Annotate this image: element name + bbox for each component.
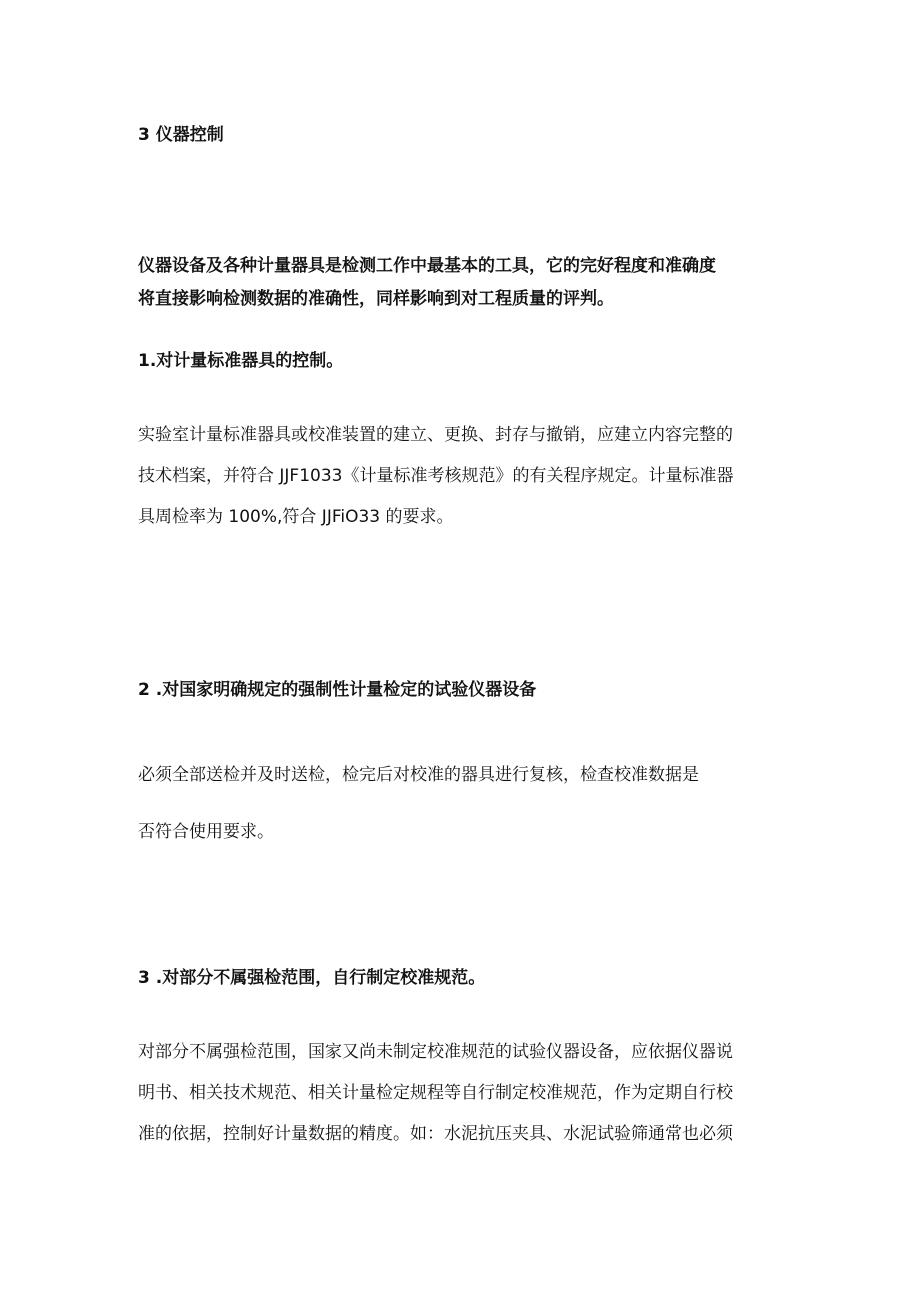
paragraph-line: 技术档案，并符合 JJF1033《计量标准考核规范》的有关程序规定。计量标准器 xyxy=(138,466,734,486)
paragraph-line: 必须全部送检并及时送检，检完后对校准的器具进行复核，检查校准数据是 xyxy=(138,765,699,785)
intro-line: 将直接影响检测数据的准确性，同样影响到对工程质量的评判。 xyxy=(138,289,614,309)
intro-paragraph xyxy=(138,250,798,316)
item-2-heading: 2 .对国家明确规定的强制性计量检定的试验仪器设备 xyxy=(138,680,537,700)
item-2-paragraph xyxy=(138,764,798,843)
paragraph-line: 否符合使用要求。 xyxy=(138,822,274,842)
paragraph-line: 具周检率为 100%,符合 JJFiO33 的要求。 xyxy=(138,507,454,527)
item-3-heading: 3 .对部分不属强检范围，自行制定校准规范。 xyxy=(138,968,486,988)
intro-line: 仪器设备及各种计量器具是检测工作中最基本的工具，它的完好程度和准确度 xyxy=(138,256,716,276)
item-1-paragraph xyxy=(138,415,798,538)
paragraph-line: 准的依据，控制好计量数据的精度。如：水泥抗压夹具、水泥试验筛通常也必须 xyxy=(138,1124,733,1144)
item-3-paragraph xyxy=(138,1032,798,1155)
paragraph-line: 明书、相关技术规范、相关计量检定规程等自行制定校准规范，作为定期自行校 xyxy=(138,1083,733,1103)
paragraph-line: 实验室计量标准器具或校准装置的建立、更换、封存与撤销，应建立内容完整的 xyxy=(138,425,733,445)
item-1-heading: 1.对计量标准器具的控制。 xyxy=(138,351,344,371)
paragraph-line: 对部分不属强检范围，国家又尚未制定校准规范的试验仪器设备，应依据仪器说 xyxy=(138,1042,733,1062)
section-title: 3 仪器控制 xyxy=(138,125,224,145)
